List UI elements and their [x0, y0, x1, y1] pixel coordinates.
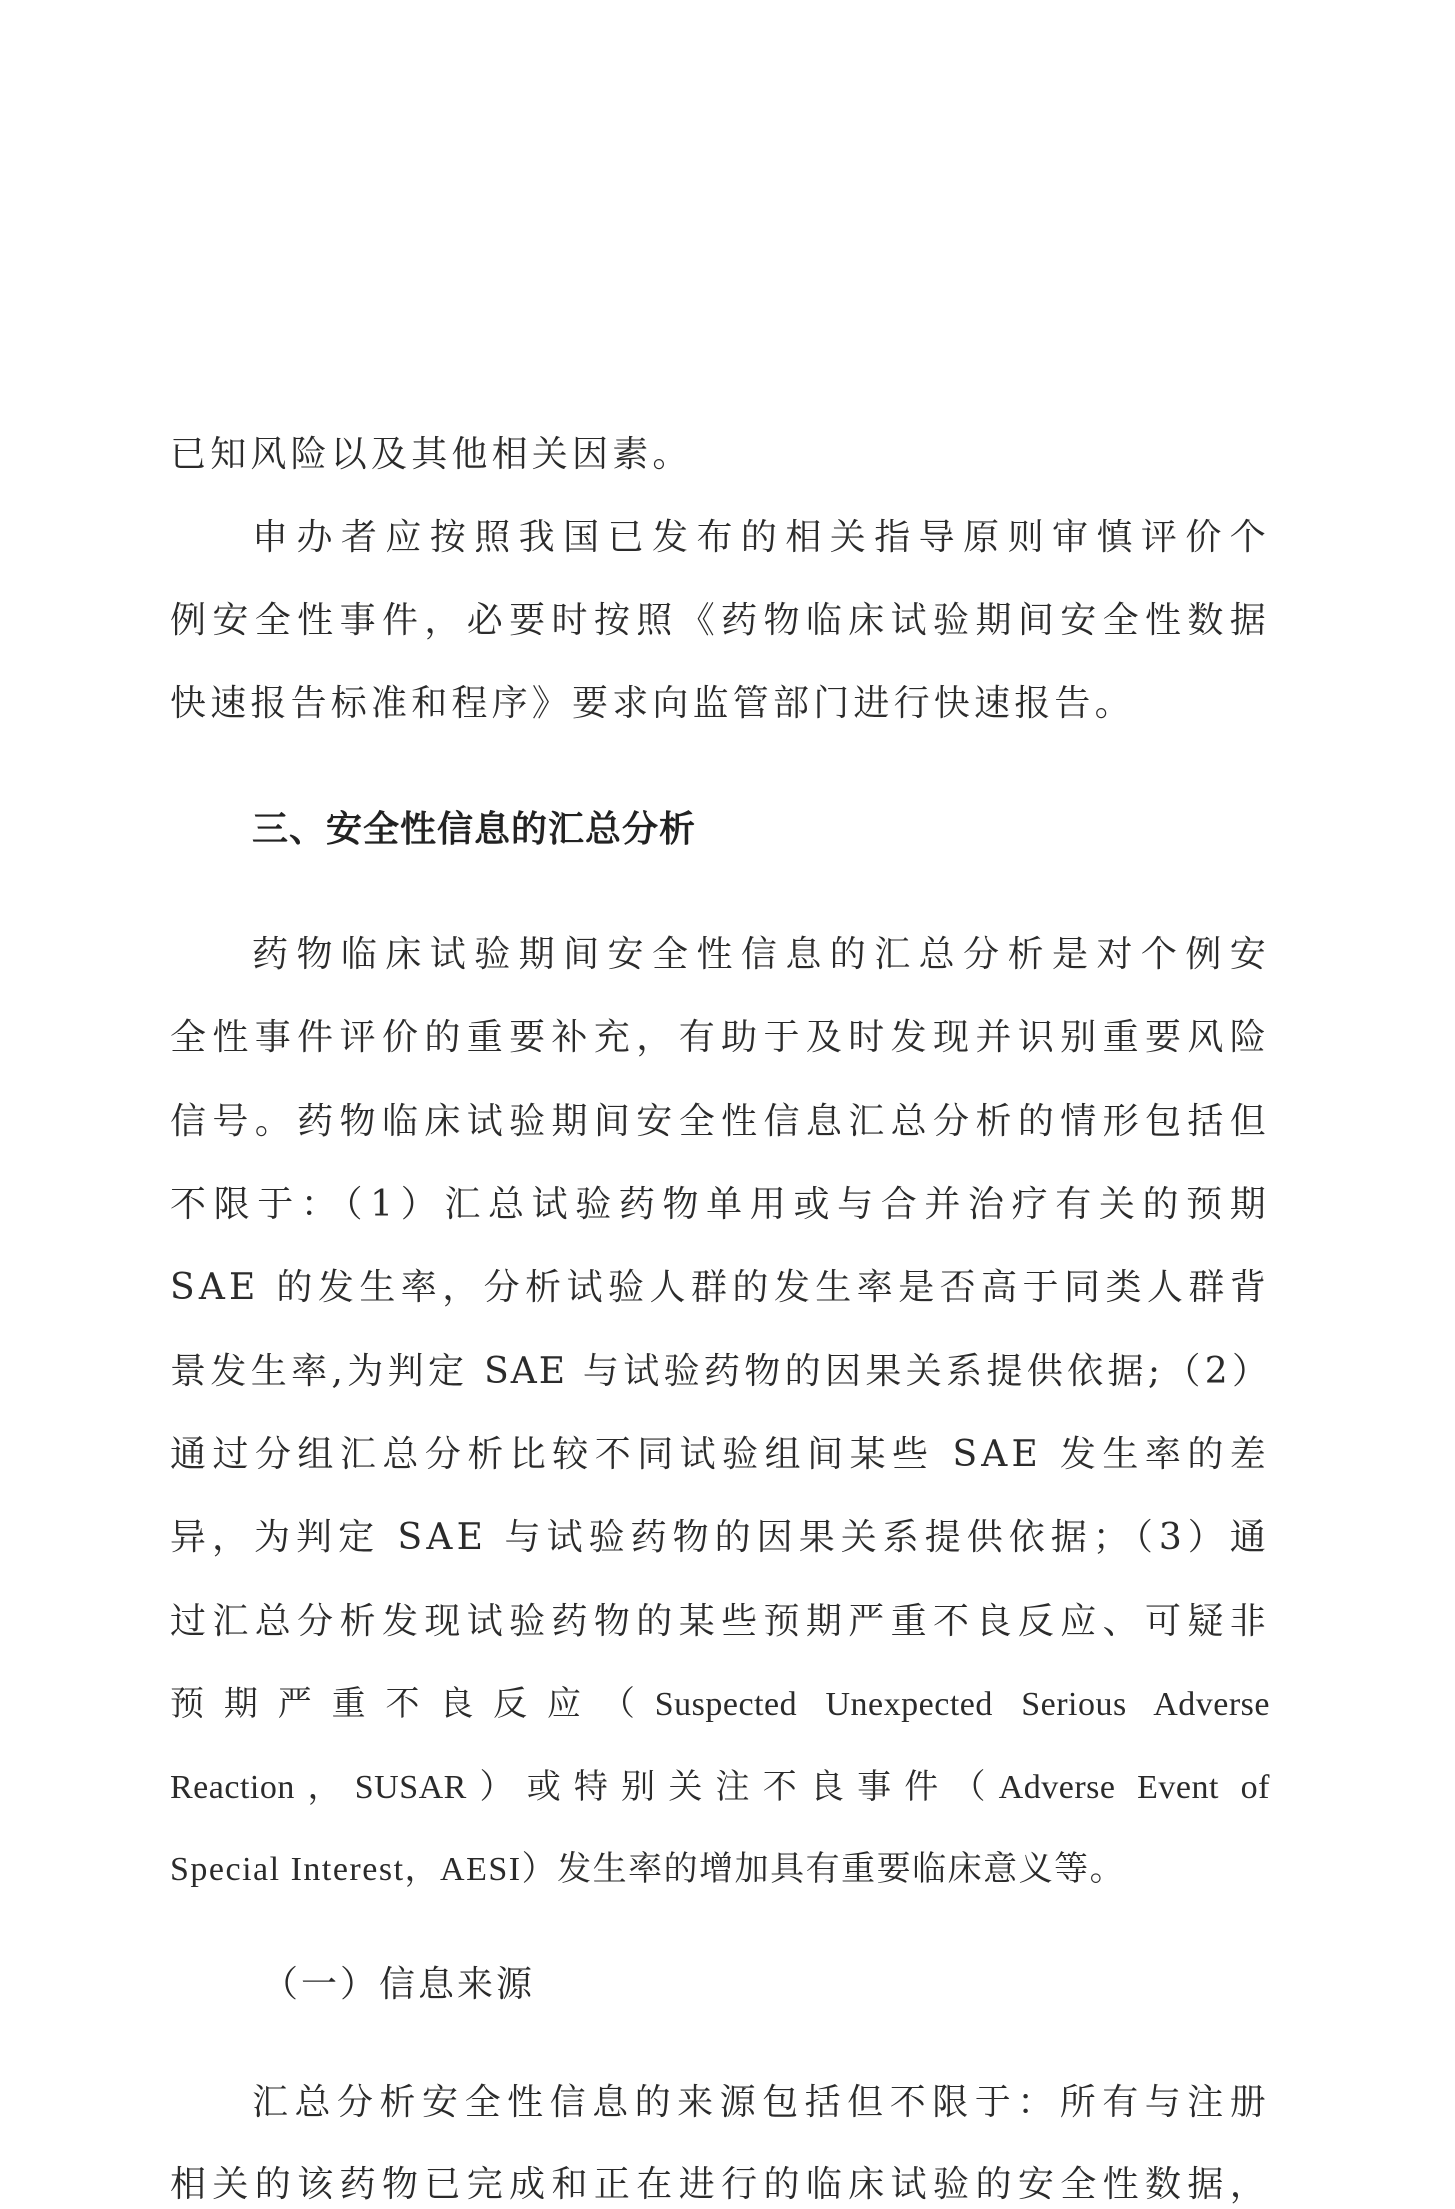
paragraph-2-line-5: SAE 的发生率，分析试验人群的发生率是否高于同类人群背 — [170, 1267, 1270, 1308]
paragraph-2-line-1: 药物临床试验期间安全性信息的汇总分析是对个例安 — [252, 934, 1270, 975]
subsection-heading: （一）信息来源 — [262, 1964, 536, 2005]
paragraph-2-line-11: Reaction，SUSAR）或特别关注不良事件（Adverse Event of — [170, 1769, 1270, 1806]
paragraph-2-line-8: 异，为判定 SAE 与试验药物的因果关系提供依据；（3）通 — [170, 1517, 1270, 1558]
section-heading: 三、安全性信息的汇总分析 — [252, 809, 697, 850]
paragraph-2-line-2: 全性事件评价的重要补充，有助于及时发现并识别重要风险 — [170, 1017, 1270, 1058]
paragraph-3-line-1: 汇总分析安全性信息的来源包括但不限于：所有与注册 — [252, 2082, 1270, 2123]
continuation-text-line: 已知风险以及其他相关因素。 — [170, 434, 693, 475]
paragraph-2-line-4: 不限于：（1）汇总试验药物单用或与合并治疗有关的预期 — [170, 1184, 1270, 1225]
paragraph-2-line-3: 信号。药物临床试验期间安全性信息汇总分析的情形包括但 — [170, 1101, 1270, 1142]
paragraph-2-line-12: Special Interest，AESI）发生率的增加具有重要临床意义等。 — [170, 1851, 1126, 1888]
paragraph-2-line-7: 通过分组汇总分析比较不同试验组间某些 SAE 发生率的差 — [170, 1434, 1270, 1475]
paragraph-2-line-9: 过汇总分析发现试验药物的某些预期严重不良反应、可疑非 — [170, 1601, 1270, 1642]
paragraph-1-line-1: 申办者应按照我国已发布的相关指导原则审慎评价个 — [252, 517, 1270, 558]
paragraph-2-line-6: 景发生率,为判定 SAE 与试验药物的因果关系提供依据;（2） — [170, 1351, 1270, 1392]
paragraph-1-line-2: 例安全性事件，必要时按照《药物临床试验期间安全性数据 — [170, 600, 1270, 641]
paragraph-1-line-3: 快速报告标准和程序》要求向监管部门进行快速报告。 — [170, 683, 1135, 724]
paragraph-3-line-2: 相关的该药物已完成和正在进行的临床试验的安全性数据， — [170, 2164, 1270, 2205]
paragraph-2-line-10: 预期严重不良反应（Suspected Unexpected Serious Adverse — [170, 1686, 1270, 1723]
